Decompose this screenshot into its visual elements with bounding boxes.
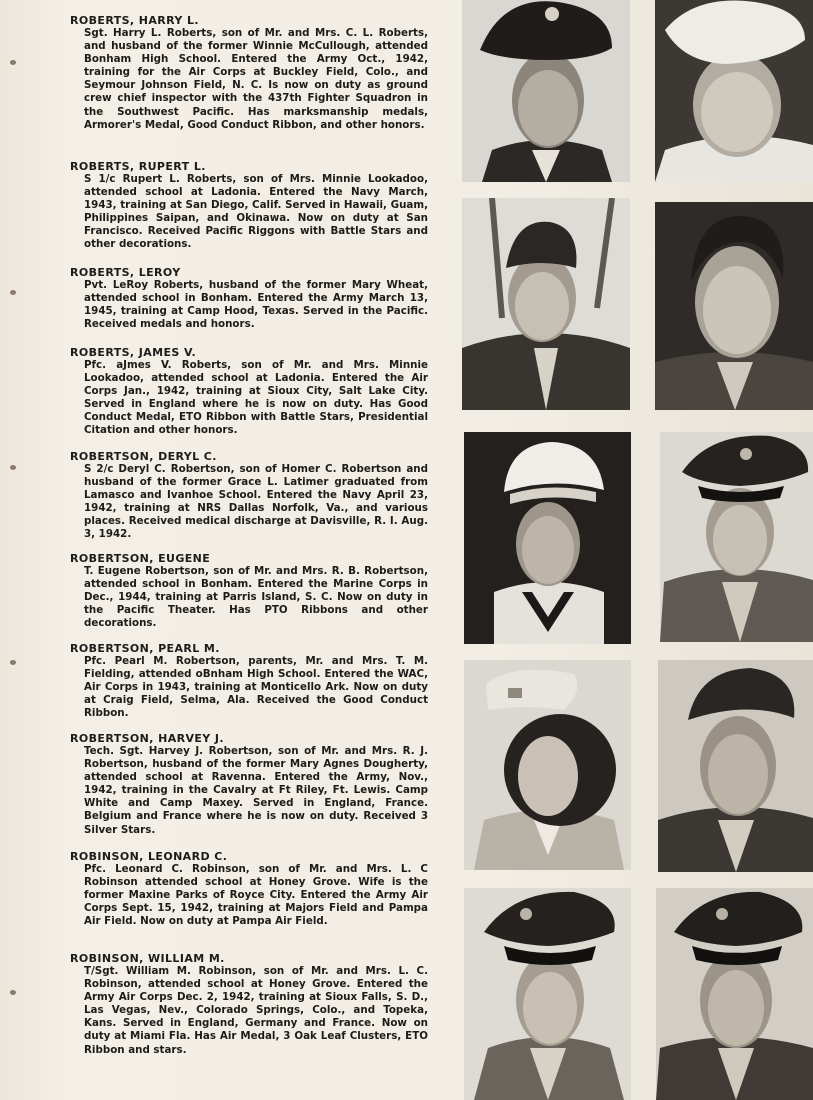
bio-entry — [70, 14, 428, 132]
portrait-photo — [660, 432, 813, 642]
portrait-photo — [658, 660, 813, 872]
binder-hole — [10, 990, 16, 995]
binder-hole — [10, 60, 16, 65]
bio-entry — [70, 642, 428, 720]
bio-text: S 1/c Rupert L. Roberts, son of Mrs. Minnie Lookadoo, attended school at Ladonia. Entered the Navy March, 1943, training at San Diego, Calif. Served in Hawaii, Guam, Philippines Saipan, and Okinawa. Now on duty at San Francisco. Received Pacific Riggons with Battle Stars and other decorations. — [84, 173, 428, 251]
bio-entry — [70, 552, 428, 630]
bio-entry — [70, 450, 428, 542]
bio-text: Pfc. aJmes V. Roberts, son of Mr. and Mrs. Minnie Lookadoo, attended school at Ladonia. Entered the Air Corps Jan., 1942, training at Sioux City, Salt Lake City. Served in England where he is now on duty. Has Good Conduct Medal, ETO Ribbon with Battle Stars, Presidential Citation and other honors. — [84, 359, 428, 437]
bio-name: ROBERTSON, DERYL C. — [70, 450, 217, 463]
bio-entry — [70, 346, 428, 438]
bio-text: Pfc. Leonard C. Robinson, son of Mr. and Mrs. L. C Robinson attended school at Honey Grove. Wife is the former Maxine Parks of Royce City. Entered the Army Air Corps Sept. 15, 1942, training at Majors Field and Pampa Air Field. Now on duty at Pampa Air Field. — [84, 863, 428, 928]
bio-text: Pfc. Pearl M. Robertson, parents, Mr. and Mrs. T. M. Fielding, attended oBnham High School. Entered the WAC, Air Corps in 1943, training at Monticello Ark. Now on duty at Craig Field, Selma, Ala. Received the Good Conduct Ribbon. — [84, 655, 428, 720]
portrait-photo — [655, 0, 813, 182]
portrait-photo — [462, 198, 630, 410]
bio-entry — [70, 850, 428, 928]
portrait-photo — [655, 202, 813, 410]
portrait-photo — [464, 660, 631, 870]
bio-name: ROBERTS, JAMES V. — [70, 346, 197, 359]
portrait-photo — [464, 432, 631, 644]
portrait-photo — [464, 888, 631, 1100]
bio-name: ROBERTSON, PEARL M. — [70, 642, 220, 655]
bio-text: T. Eugene Robertson, son of Mr. and Mrs. R. B. Robertson, attended school in Bonham. Entered the Marine Corps in Dec., 1944, training at Parris Island, S. C. Now on duty in the Pacific Theater. Has PTO Ribbons and other decorations. — [84, 565, 428, 630]
binder-hole — [10, 290, 16, 295]
bio-entry — [70, 732, 428, 837]
portrait-photo — [656, 888, 813, 1100]
bio-entry — [70, 266, 428, 331]
bio-name: ROBERTS, HARRY L. — [70, 14, 199, 27]
bio-name: ROBINSON, LEONARD C. — [70, 850, 228, 863]
bio-name: ROBERTSON, EUGENE — [70, 552, 211, 565]
bio-text: S 2/c Deryl C. Robertson, son of Homer C. Robertson and husband of the former Grace L. Latimer graduated from Lamasco and Ivanhoe School. Entered the Navy April 23, 1942, training at NRS Dallas Norfolk, Va., and various places. Received medical discharge at Davisville, R. I. Aug. 3, 1942. — [84, 463, 428, 541]
bio-text: Sgt. Harry L. Roberts, son of Mr. and Mrs. C. L. Roberts, and husband of the former Winnie McCullough, attended Bonham High School. Entered the Army Oct., 1942, training for the Air Corps at Buckley Field, Colo., and Seymour Johnson Field, N. C. Is now on duty as ground crew chief inspector with the 437th Fighter Squadron in the Southwest Pacific. Has marksmanship medals, Armorer's Medal, Good Conduct Ribbon, and other honors. — [84, 27, 428, 131]
bio-entry — [70, 160, 428, 252]
portrait-photo — [462, 0, 630, 182]
bio-name: ROBINSON, WILLIAM M. — [70, 952, 225, 965]
bio-name: ROBERTS, LEROY — [70, 266, 181, 279]
bio-text: T/Sgt. William M. Robinson, son of Mr. and Mrs. L. C. Robinson, attended school at Honey Grove. Entered the Army Air Corps Dec. 2, 1942, training at Sioux Falls, S. D., Las Vegas, Nev., Colorado Springs, Colo., and Topeka, Kans. Served in England, Germany and France. Now on duty at Miami Fla. Has Air Medal, 3 Oak Leaf Clusters, ETO Ribbon and stars. — [84, 965, 428, 1056]
bio-entry — [70, 952, 428, 1057]
bio-text: Pvt. LeRoy Roberts, husband of the former Mary Wheat, attended school in Bonham. Entered the Army March 13, 1945, training at Camp Hood, Texas. Served in the Pacific. Received medals and honors. — [84, 279, 428, 331]
binder-hole — [10, 465, 16, 470]
binder-hole — [10, 660, 16, 665]
bio-text: Tech. Sgt. Harvey J. Robertson, son of Mr. and Mrs. R. J. Robertson, husband of the former Mary Agnes Dougherty, attended school at Ravenna. Entered the Army, Nov., 1942, training in the Cavalry at Ft Riley, Ft. Lewis. Camp White and Camp Maxey. Served in England, France. Belgium and France where he is now on duty. Received 3 Silver Stars. — [84, 745, 428, 836]
bio-name: ROBERTS, RUPERT L. — [70, 160, 206, 173]
bio-name: ROBERTSON, HARVEY J. — [70, 732, 224, 745]
